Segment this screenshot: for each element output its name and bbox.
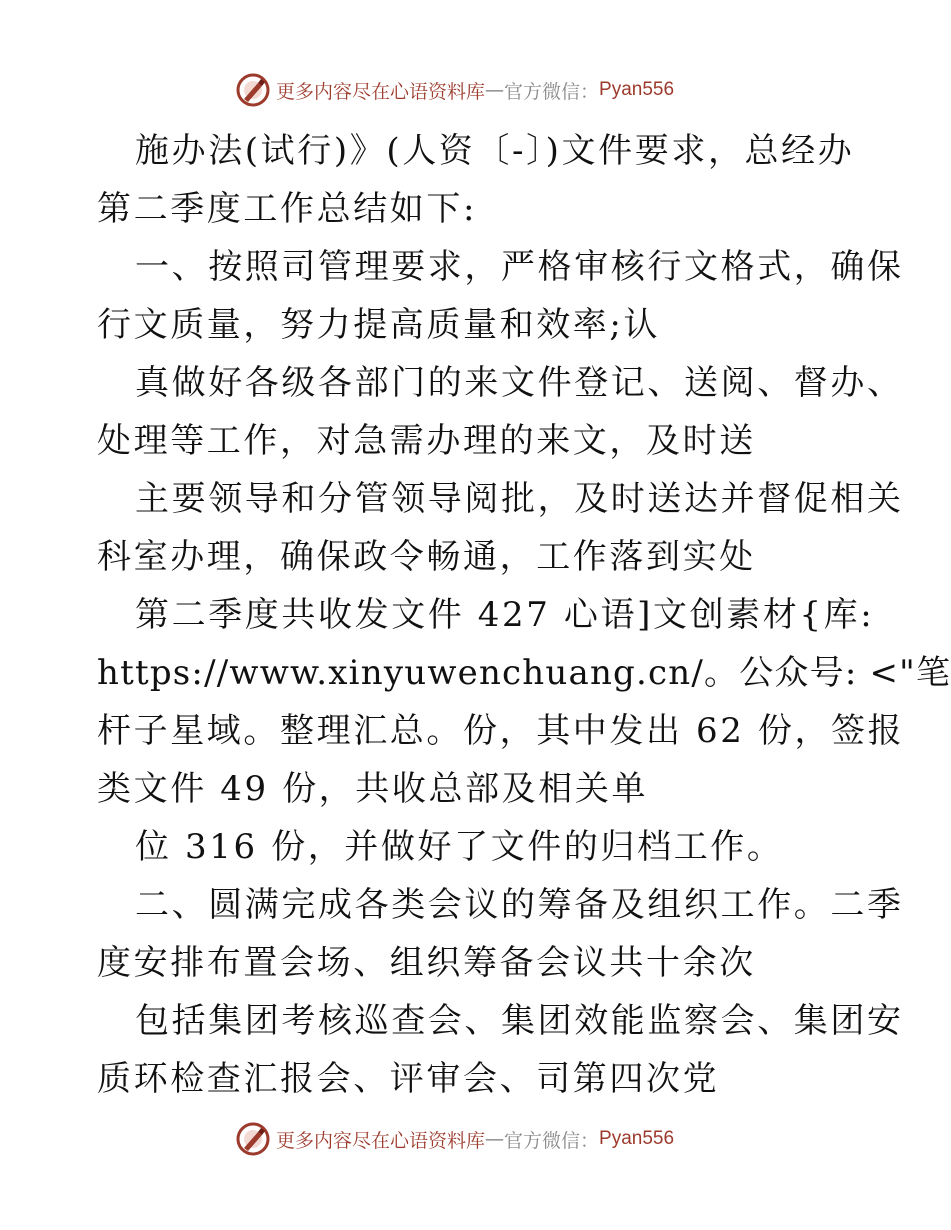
watermark-slogan: 更多内容尽在心语资料库 (276, 1129, 486, 1152)
text-line: 包括集团考核巡查会、集团效能监察会、集团安 (135, 1001, 904, 1041)
text-line: 位 316 份，并做好了文件的归档工作。 (135, 827, 784, 867)
document-body (97, 122, 951, 1108)
watermark-separator: — (485, 79, 505, 101)
text-line: 类文件 49 份，共收总部及相关单 (97, 769, 649, 809)
text-line: 第二季度共收发文件 427 心语]文创素材{库: (135, 595, 875, 635)
text-line: 杆子星域。整理汇总。份，其中发出 62 份，签报 (97, 711, 905, 751)
watermark-separator: — (485, 1128, 505, 1150)
watermark-official-label: 官方微信： (504, 1129, 600, 1152)
text-line: 度安排布置会场、组织筹备会议共十余次 (97, 943, 756, 983)
brand-logo-icon (236, 73, 270, 107)
text-line: 行文质量，努力提高质量和效率;认 (97, 305, 661, 345)
watermark-official-label: 官方微信： (504, 80, 600, 103)
text-line-url: https://www.xinyuwenchuang.cn/。公众号: <"笔 (97, 653, 951, 693)
text-line: 质环检查汇报会、评审会、司第四次党 (97, 1059, 720, 1099)
header-watermark (236, 70, 674, 110)
text-line: 施办法(试行)》(人资〔-〕)文件要求，总经办 (135, 131, 855, 171)
text-line: 二、圆满完成各类会议的筹备及组织工作。二季 (135, 885, 904, 925)
text-line: 第二季度工作总结如下: (97, 189, 478, 229)
text-line: 主要领导和分管领导阅批，及时送达并督促相关 (135, 479, 904, 519)
watermark-slogan: 更多内容尽在心语资料库 (276, 80, 486, 103)
watermark-wechat-id: Pyan556 (599, 79, 675, 100)
brand-logo-icon (236, 1122, 270, 1156)
text-line: 科室办理，确保政令畅通，工作落到实处 (97, 537, 756, 577)
watermark-wechat-id: Pyan556 (599, 1128, 675, 1149)
text-line: 真做好各级各部门的来文件登记、送阅、督办、 (135, 363, 904, 403)
text-line: 处理等工作，对急需办理的来文，及时送 (97, 421, 756, 461)
footer-watermark (236, 1119, 674, 1159)
text-line: 一、按照司管理要求，严格审核行文格式，确保 (135, 247, 904, 287)
